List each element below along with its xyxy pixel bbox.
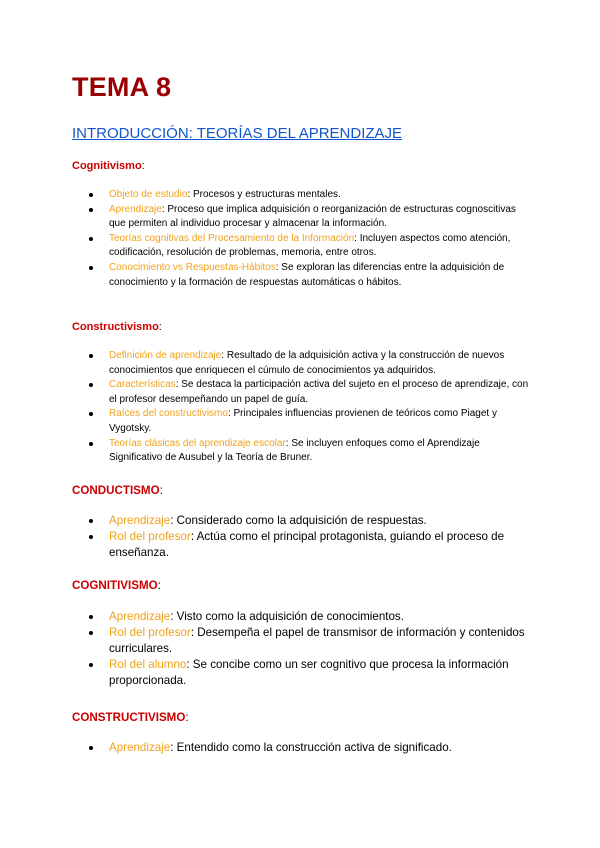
list-item [72, 349, 532, 378]
section-list-constructivismo [72, 349, 532, 466]
item-term: Aprendizaje [109, 741, 171, 754]
list-item [72, 407, 532, 436]
list-item [72, 437, 532, 466]
list-item [72, 203, 532, 232]
item-text: : Incluyen aspectos como atención, codificación, resolución de problemas, memoria, entre otros. [109, 232, 511, 259]
section-heading-constructivismo [72, 321, 162, 333]
item-text: : Desempeña el papel de transmisor de información y contenidos curriculares. [109, 626, 525, 655]
bullet-icon [89, 442, 93, 446]
section-heading-cognitivismo-upper [72, 578, 161, 594]
item-term: Raíces del constructivismo [109, 408, 228, 420]
bullet-icon [89, 746, 93, 750]
item-text: : Entendido como la construcción activa de significado. [170, 741, 452, 754]
section-list-cognitivismo [72, 188, 532, 290]
section-heading-constructivismo-upper [72, 710, 189, 726]
section-heading-text: COGNITIVISMO [72, 579, 158, 592]
item-term: Aprendizaje [109, 514, 171, 527]
heading-colon: : [185, 711, 189, 724]
item-text: : Se exploran las diferencias entre la adquisición de conocimiento y la formación de respuestas automáticas o hábitos. [109, 261, 505, 288]
item-text: : Procesos y estructuras mentales. [187, 189, 341, 200]
section-list-cognitivismo-upper [72, 609, 532, 689]
heading-colon: : [158, 321, 162, 333]
section-list-conductismo [72, 513, 532, 561]
item-term: Rol del profesor [109, 530, 191, 543]
section-heading-text: CONDUCTISMO [72, 484, 160, 497]
item-term: Teorías clásicas del aprendizaje escolar [109, 437, 286, 449]
item-term: Aprendizaje [109, 610, 171, 623]
section-heading-cognitivismo [72, 160, 145, 172]
heading-colon: : [159, 484, 163, 497]
item-term: Aprendizaje [109, 203, 162, 215]
list-item [72, 529, 532, 561]
section-heading-conductismo [72, 483, 163, 499]
item-text: : Se destaca la participación activa del sujeto en el proceso de aprendizaje, con el profesor desempeñando un papel de guía. [109, 379, 529, 405]
section-list-constructivismo-upper [72, 740, 532, 756]
item-text: : Se concibe como un ser cognitivo que procesa la información proporcionada. [109, 658, 509, 687]
page-title: TEMA 8 [72, 72, 172, 102]
list-item [72, 513, 532, 529]
item-text: : Visto como la adquisición de conocimientos. [170, 610, 404, 623]
item-text: : Se incluyen enfoques como el Aprendizaje Significativo de Ausubel y la Teoría de Bruner. [109, 437, 480, 464]
item-term: Características [109, 379, 176, 391]
bullet-icon [89, 519, 93, 523]
bullet-icon [89, 615, 93, 619]
bullet-icon [89, 354, 93, 358]
item-term: Objeto de estudio [109, 189, 188, 200]
bullet-icon [89, 631, 93, 635]
heading-colon: : [157, 579, 161, 592]
list-item [72, 625, 532, 657]
item-text: : Resultado de la adquisición activa y la construcción de nuevos conocimientos que enriquecen el cúmulo de conocimientos ya adquiridos. [109, 350, 505, 376]
item-term: Definición de aprendizaje [109, 350, 222, 361]
item-text: : Principales influencias provienen de teóricos como Piaget y Vygotsky. [109, 408, 497, 434]
bullet-icon [89, 663, 93, 667]
bullet-icon [89, 208, 93, 212]
section-heading-text: CONSTRUCTIVISMO [72, 711, 186, 724]
item-text: : Actúa como el principal protagonista, guiando el proceso de enseñanza. [109, 530, 505, 559]
item-term: Rol del alumno [109, 658, 187, 671]
subtitle-link[interactable]: INTRODUCCIÓN: TEORÍAS DEL APRENDIZAJE [72, 125, 403, 142]
item-text: : Considerado como la adquisición de respuestas. [170, 514, 427, 527]
bullet-icon [89, 193, 93, 197]
item-term: Rol del profesor [109, 626, 191, 639]
section-heading-text: Cognitivismo [72, 160, 142, 172]
list-item [72, 261, 532, 290]
bullet-icon [89, 266, 93, 270]
list-item [72, 609, 532, 625]
bullet-icon [89, 412, 93, 416]
list-item [72, 657, 532, 689]
bullet-icon [89, 237, 93, 241]
list-item [72, 232, 532, 261]
list-item [72, 740, 532, 756]
section-heading-text: Constructivismo [72, 321, 159, 333]
item-term: Teorías cognitivas del Procesamiento de la Información [109, 232, 355, 244]
item-term: Conocimiento vs Respuestas-Hábitos [109, 261, 276, 273]
bullet-icon [89, 535, 93, 539]
heading-colon: : [141, 160, 145, 172]
item-text: : Proceso que implica adquisición o reorganización de estructuras cognoscitivas que permiten al individuo procesar y almacenar la información. [109, 203, 516, 230]
bullet-icon [89, 383, 93, 387]
list-item [72, 188, 532, 203]
list-item [72, 378, 532, 407]
